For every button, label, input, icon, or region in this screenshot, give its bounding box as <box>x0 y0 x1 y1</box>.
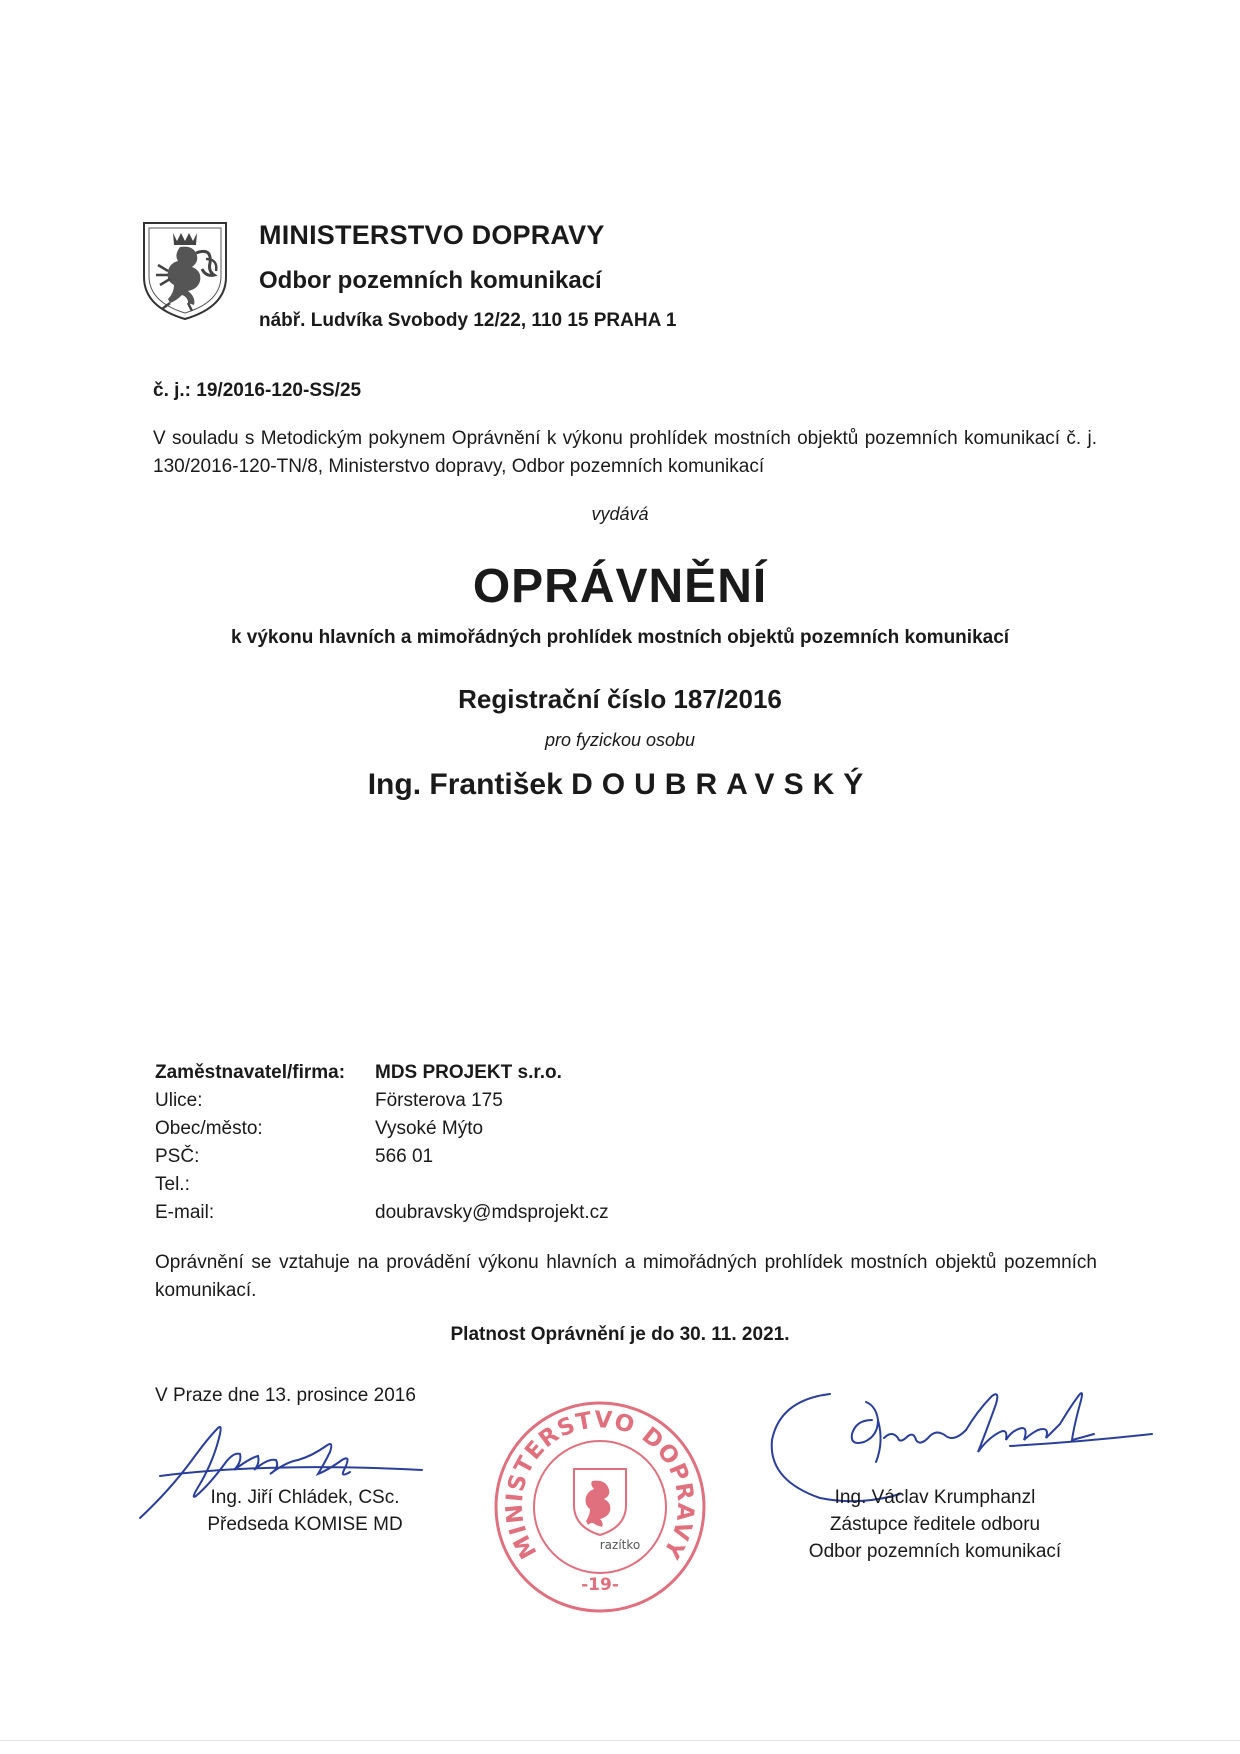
holder-surname: DOUBRAVSKÝ <box>571 768 873 801</box>
holder-name <box>0 768 1240 802</box>
detail-label-city: Obec/město: <box>155 1118 263 1139</box>
detail-label-email: E-mail: <box>155 1202 215 1223</box>
detail-value-postal-code: 566 01 <box>375 1146 434 1167</box>
detail-value-city: Vysoké Mýto <box>375 1118 484 1139</box>
detail-value-email: doubravsky@mdsprojekt.cz <box>375 1202 609 1223</box>
document-title: OPRÁVNĚNÍ <box>472 560 768 613</box>
stamp-number: -19- <box>581 1575 619 1595</box>
reference-number: č. j.: 19/2016-120-SS/25 <box>153 380 362 401</box>
person-type: pro fyzickou osobu <box>544 730 696 750</box>
official-stamp <box>490 1397 710 1617</box>
scope-paragraph: Oprávnění se vztahuje na provádění výkonu hlavních a mimořádných prohlídek mostních objektů pozemních komunikací. <box>155 1252 1097 1301</box>
detail-value-employer: MDS PROJEKT s.r.o. <box>375 1062 562 1083</box>
right-signatory-department: Odbor pozemních komunikací <box>808 1541 1062 1562</box>
detail-label-street: Ulice: <box>155 1090 203 1111</box>
ministry-address: nábř. Ludvíka Svobody 12/22, 110 15 PRAHA 1 <box>259 310 677 331</box>
ministry-name: MINISTERSTVO DOPRAVY <box>259 220 605 250</box>
registration-number: Registrační číslo 187/2016 <box>458 684 782 714</box>
ministry-stamp-icon <box>490 1397 710 1617</box>
right-signatory <box>775 1484 1095 1565</box>
intro-paragraph: V souladu s Metodickým pokynem Oprávnění k výkonu prohlídek mostních objektů pozemních komunikací č. j. 130/2016-120-TN/8, Ministerstvo dopravy, Odbor pozemních komunikací <box>153 428 1097 477</box>
coat-of-arms-emblem <box>140 219 230 323</box>
czech-lion-coat-of-arms-icon <box>140 219 230 323</box>
issues-word: vydává <box>591 504 649 524</box>
holder-prefix: Ing. <box>367 768 422 801</box>
page-bottom-line <box>0 1740 1240 1741</box>
department-name: Odbor pozemních komunikací <box>259 267 602 294</box>
detail-label-postal-code: PSČ: <box>155 1146 200 1167</box>
document-subtitle: k výkonu hlavních a mimořádných prohlídek mostních objektů pozemních komunikací <box>230 627 1010 648</box>
stamp-ring-text: MINISTERSTVO DOPRAVY <box>501 1407 699 1564</box>
holder-first-name: František <box>429 768 563 801</box>
detail-label-employer: Zaměstnavatel/firma: <box>155 1062 346 1083</box>
stamp-center-label: razítko <box>599 1538 641 1552</box>
left-signatory <box>155 1484 455 1538</box>
right-signatory-role: Zástupce ředitele odboru <box>829 1514 1041 1535</box>
place-and-date: V Praze dne 13. prosince 2016 <box>155 1385 416 1406</box>
detail-value-street: Försterova 175 <box>375 1090 503 1111</box>
detail-label-phone: Tel.: <box>155 1174 190 1195</box>
left-signatory-name: Ing. Jiří Chládek, CSc. <box>210 1487 400 1508</box>
validity-statement: Platnost Oprávnění je do 30. 11. 2021. <box>450 1324 790 1345</box>
right-signatory-name: Ing. Václav Krumphanzl <box>834 1487 1036 1508</box>
left-signatory-role: Předseda KOMISE MD <box>207 1514 403 1535</box>
